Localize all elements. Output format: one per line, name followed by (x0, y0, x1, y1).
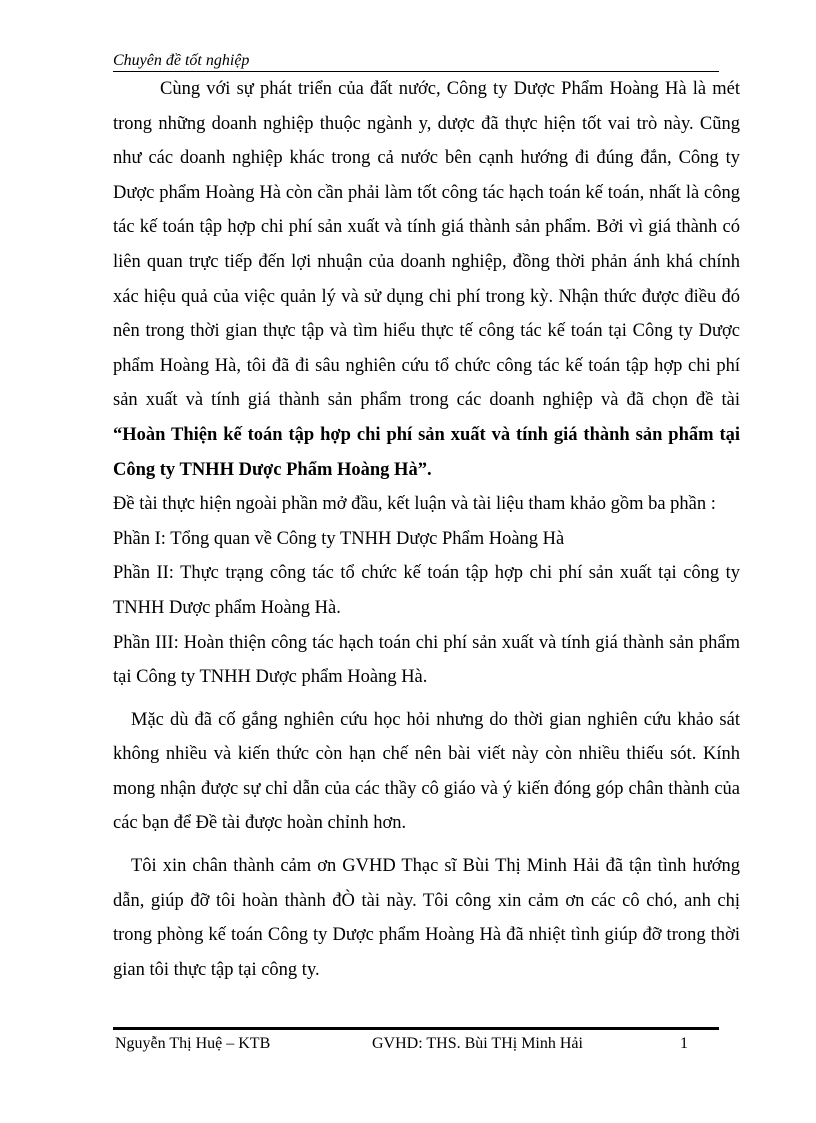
footer-author: Nguyễn Thị Huệ – KTB (115, 1035, 271, 1052)
page-header-title: Chuyên đề tốt nghiệp (113, 52, 250, 69)
part-1: Phần I: Tổng quan về Công ty TNHH Dược Phẩm Hoàng Hà (113, 528, 565, 549)
part-3: Phần III: Hoàn thiện công tác hạch toán chi phí sản xuất và tính giá thành sản phẩm tại Công ty TNHH Dược phẩm Hoàng Hà. (113, 632, 740, 688)
document-body (113, 72, 740, 987)
part-2: Phần II: Thực trạng công tác tổ chức kế toán tập hợp chi phí sản xuất tại công ty TNHH Dược phẩm Hoàng Hà. (113, 563, 740, 618)
intro-paragraph (113, 72, 740, 487)
limitations-paragraph: Mặc dù đã cố gắng nghiên cứu học hỏi nhưng do thời gian nghiên cứu khảo sát không nhiều và kiến thức còn hạn chế nên bài viết này còn nhiều thiếu sót. Kính mong nhận được sự chỉ dẫn của các thầy cô giáo và ý kiến đóng góp chân thành của các bạn để Đề tài được hoàn chỉnh hơn. (113, 709, 740, 834)
thesis-title: “Hoàn Thiện kế toán tập hợp chi phí sản xuất và tính giá thành sản phẩm tại Công ty TNHH Dược Phẩm Hoàng Hà”. (113, 424, 740, 480)
footer-advisor: GVHD: THS. Bùi THị Minh Hải (372, 1035, 583, 1052)
thanks-paragraph: Tôi xin chân thành cảm ơn GVHD Thạc sĩ Bùi Thị Minh Hải đã tận tình hướng dẫn, giúp đỡ tôi hoàn thành đÒ tài này. Tôi công xin cảm ơn các cô chó, anh chị trong phòng kế toán Công ty Dược phẩm Hoàng Hà đã nhiệt tình giúp đỡ trong thời gian tôi thực tập tại công ty. (113, 856, 740, 980)
structure-intro: Đề tài thực hiện ngoài phần mở đầu, kết luận và tài liệu tham khảo gồm ba phần : (113, 494, 716, 515)
page-number: 1 (680, 1035, 688, 1052)
intro-text: Cùng với sự phát triển của đất nước, Công ty Dược Phẩm Hoàng Hà là mét trong những doanh nghiệp thuộc ngành y, dược đã thực hiện tốt vai trò này. Cũng như các doanh nghiệp khác trong cả nước bên cạnh hướng đi đúng đắn, Công ty Dược phẩm Hoàng Hà còn cần phải làm tốt công tác hạch toán kế toán, nhất là công tác kế toán tập hợp chi phí sản xuất và tính giá thành sản phẩm. Bởi vì giá thành có liên quan trực tiếp đến lợi nhuận của doanh nghiệp, đồng thời phản ánh khá chính xác hiệu quả của việc quản lý và sử dụng chi phí trong kỳ. Nhận thức được điều đó nên trong thời gian thực tập và tìm hiểu thực tế công tác kế toán tại Công ty Dược phẩm Hoàng Hà, tôi đã đi sâu nghiên cứu tổ chức công tác kế toán tập hợp chi phí sản xuất và tính giá thành sản phẩm trong các doanh nghiệp và đã chọn đề tài (113, 79, 740, 411)
footer-divider (113, 1027, 719, 1030)
